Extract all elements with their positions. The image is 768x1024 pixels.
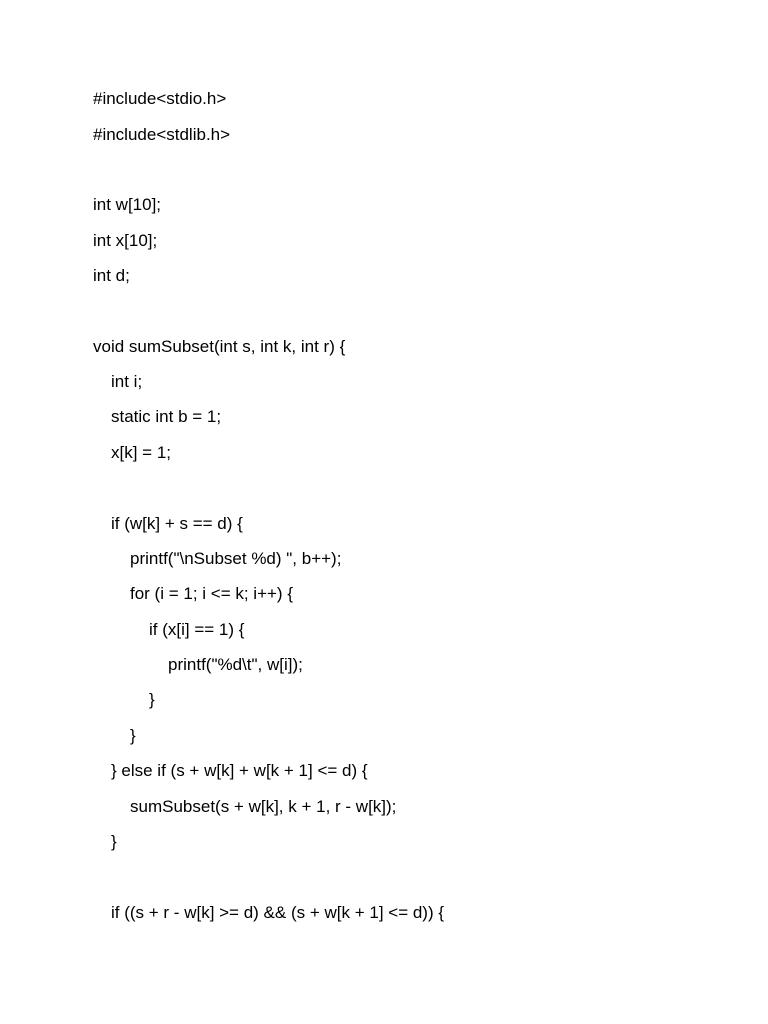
code-line-close-if: } xyxy=(149,690,155,709)
code-line-assign-xk: x[k] = 1; xyxy=(111,443,171,462)
code-line-if-condition: if ((s + r - w[k] >= d) && (s + w[k + 1] <= d)) { xyxy=(111,903,445,922)
code-line-decl-d: int d; xyxy=(93,266,130,285)
code-line-decl-w: int w[10]; xyxy=(93,195,162,214)
code-line-static-b: static int b = 1; xyxy=(111,407,222,426)
code-line-decl-i: int i; xyxy=(111,372,143,391)
code-line-include-stdio: #include<stdio.h> xyxy=(93,89,227,108)
code-line-printf-subset: printf("\nSubset %d) ", b++); xyxy=(130,549,342,568)
code-line-if-sum-equals: if (w[k] + s == d) { xyxy=(111,514,243,533)
code-line-include-stdlib: #include<stdlib.h> xyxy=(93,125,231,144)
code-line-close-else: } xyxy=(111,832,117,851)
code-line-decl-x: int x[10]; xyxy=(93,231,158,250)
code-line-printf-wi: printf("%d\t", w[i]); xyxy=(168,655,303,674)
code-line-if-xi: if (x[i] == 1) { xyxy=(149,620,245,639)
code-line-function-signature: void sumSubset(int s, int k, int r) { xyxy=(93,337,346,356)
code-line-close-for: } xyxy=(130,726,136,745)
code-line-else-if: } else if (s + w[k] + w[k + 1] <= d) { xyxy=(111,761,368,780)
code-line-recursive-call: sumSubset(s + w[k], k + 1, r - w[k]); xyxy=(130,797,397,816)
code-line-for-loop: for (i = 1; i <= k; i++) { xyxy=(130,584,293,603)
